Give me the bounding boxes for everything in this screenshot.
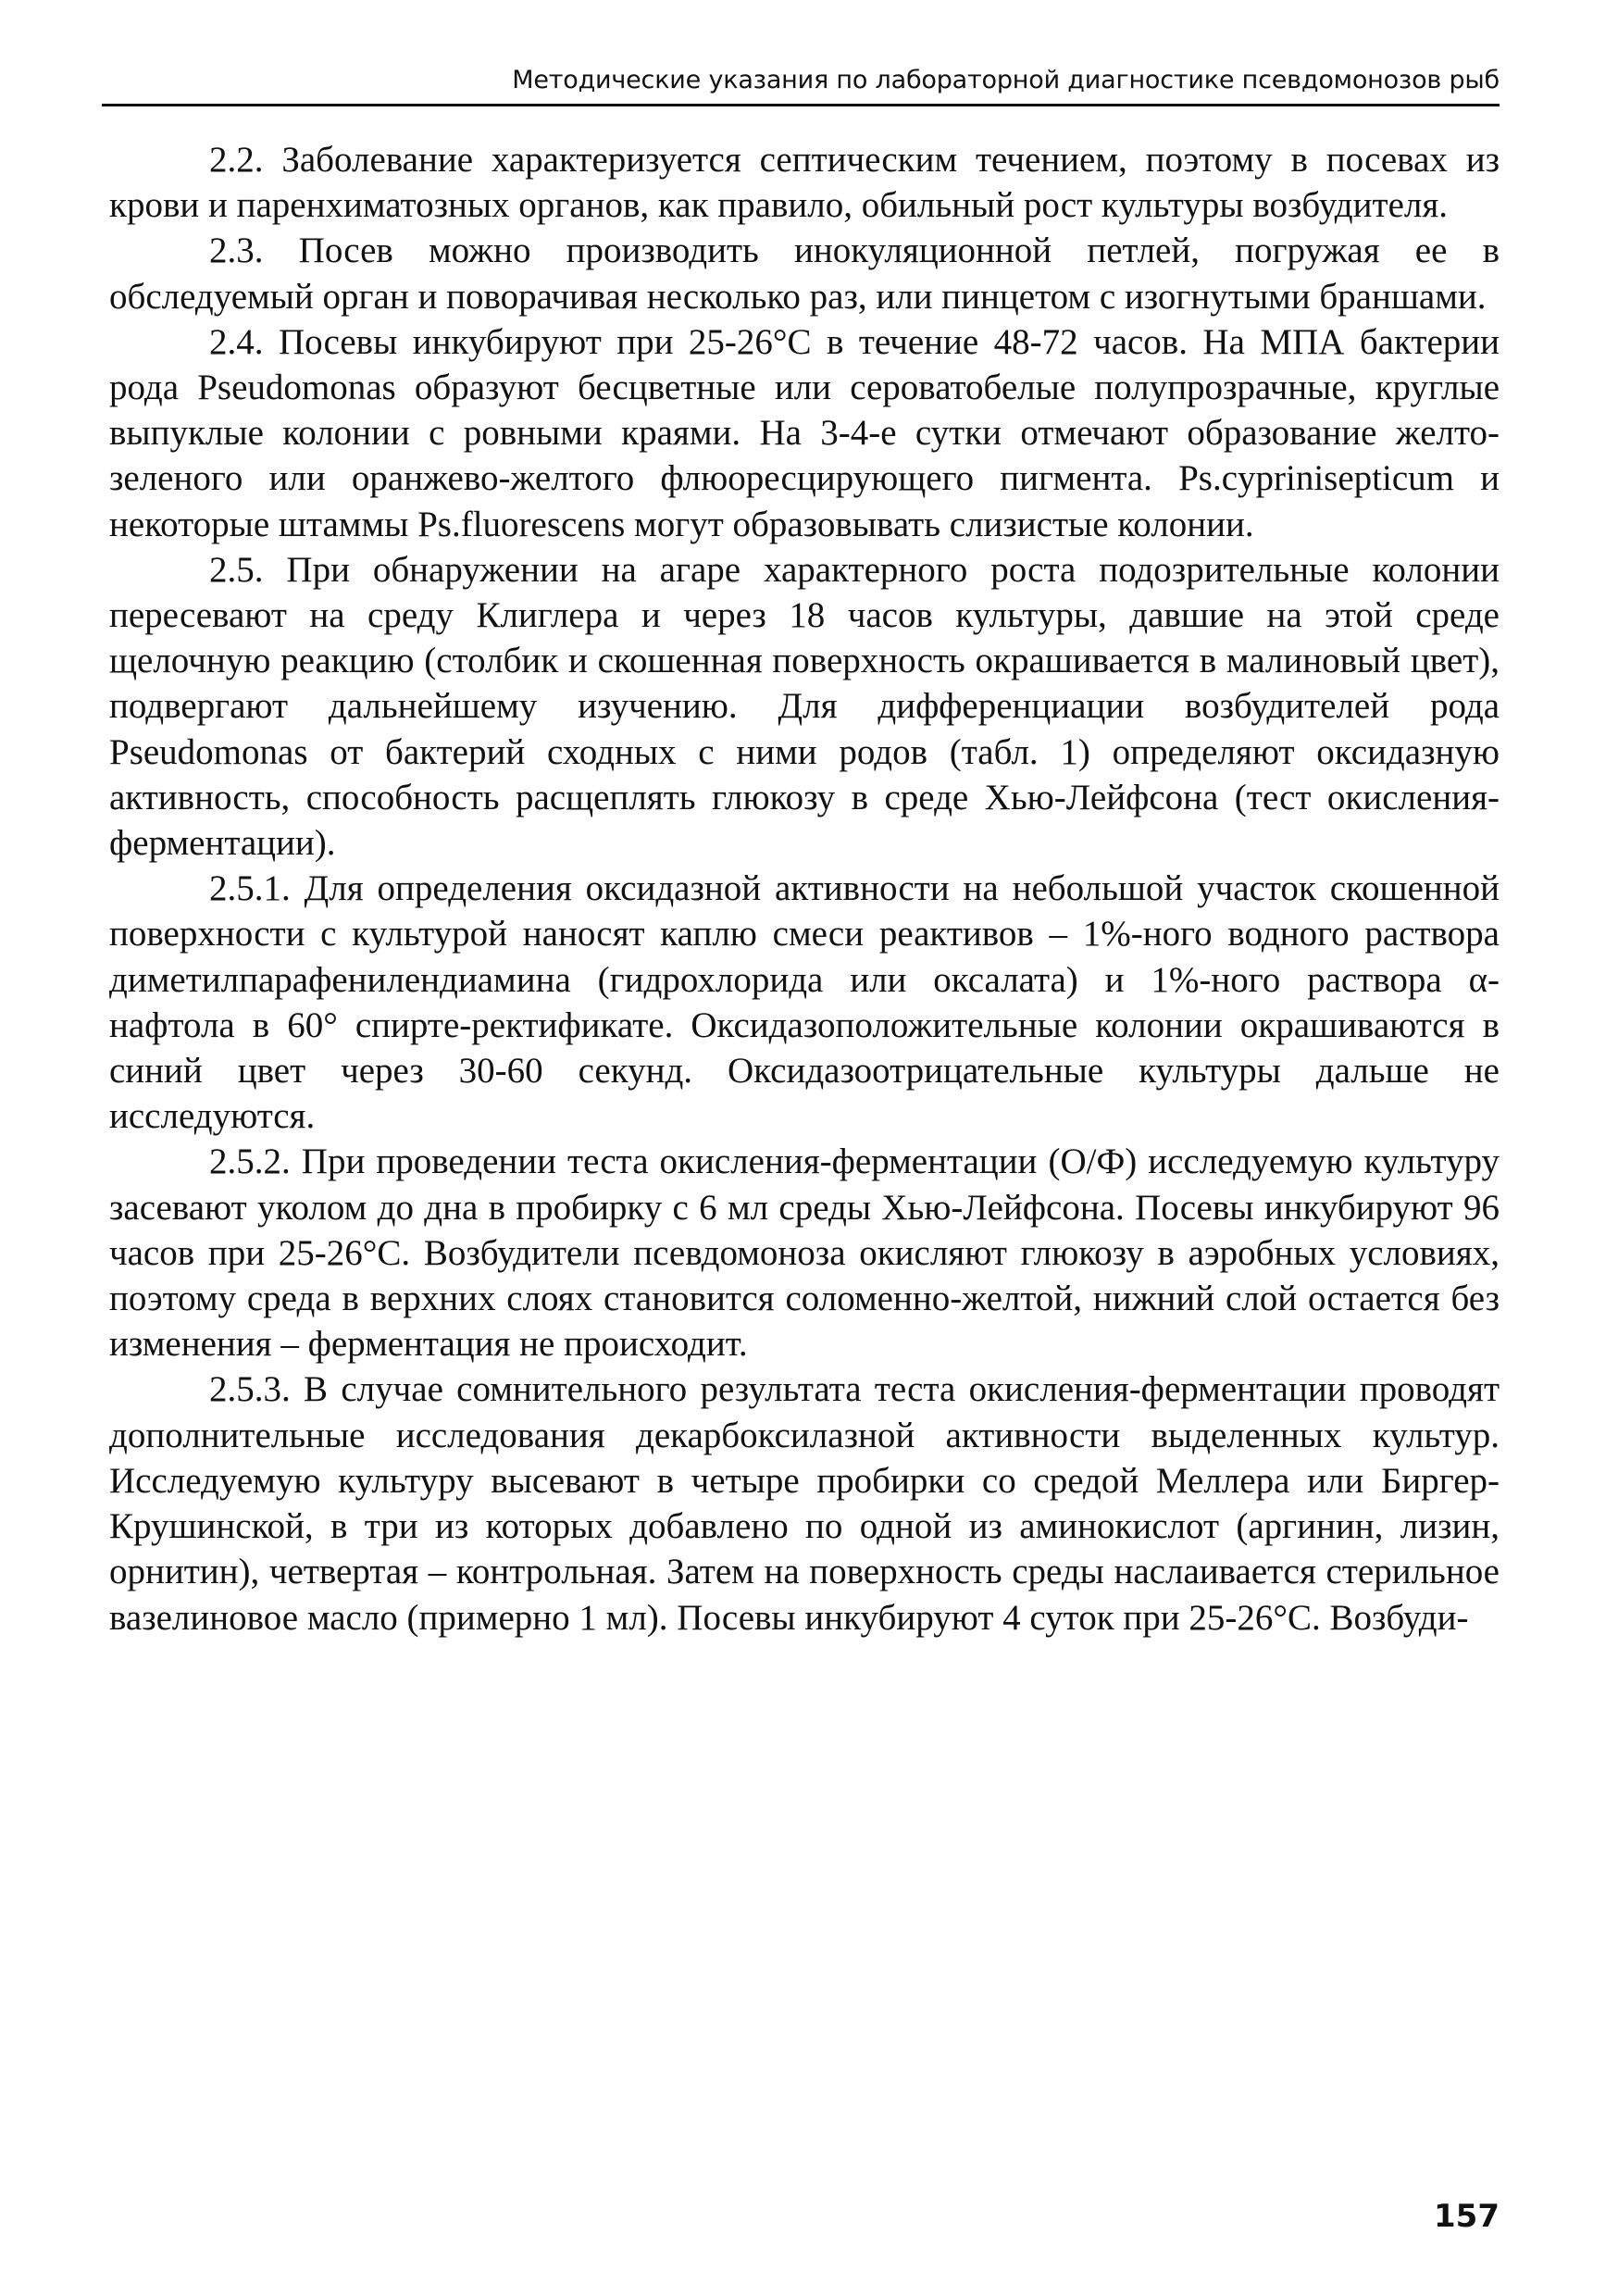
paragraph-2-2: 2.2. Заболевание характеризуется септическим течением, поэтому в посевах из крови и паренхиматозных органов, как правило, обильный рост культуры возбудителя. [109, 140, 1500, 226]
running-header-title: Методические указания по лабораторной диагностике псевдомонозов рыб [512, 66, 1500, 94]
paragraph-2-4: 2.4. Посевы инкубируют при 25-26°С в течение 48-72 часов. На МПА бактерии рода Pseudomonas образуют бесцветные или сероватобелые полупрозрачные, круглые выпуклые колонии с ровными краями. На 3-4-е сутки отмечают образование желто-зеленого или оранжево-желтого флюоресцирующего пигмента. Ps.cyprinisepticum и некоторые штаммы Ps.fluorescens могут образовывать слизистые колонии. [109, 321, 1500, 544]
paragraph-2-5-1: 2.5.1. Для определения оксидазной активности на небольшой участок скошенной поверхности с культурой наносят каплю смеси реактивов – 1%-ного водного раствора диметилпарафенилендиамина (гидрохлорида или оксалата) и 1%-ного раствора α-нафтола в 60° спирте-ректификате. Оксидазоположительные колонии окрашиваются в синий цвет через 30-60 секунд. Оксидазоотрицательные культуры дальше не исследуются. [109, 868, 1500, 1137]
paragraph-2-5-2: 2.5.2. При проведении теста окисления-ферментации (О/Ф) исследуемую культуру засевают уколом до дна в пробирку с 6 мл среды Хью-Лейфсона. Посевы инкубируют 96 часов при 25-26°С. Возбудители псевдомоноза окисляют глюкозу в аэробных условиях, поэтому среда в верхних слоях становится соломенно-желтой, нижний слой остается без изменения – ферментация не происходит. [109, 1142, 1500, 1365]
body-text [109, 137, 1500, 1641]
running-header [102, 56, 1500, 106]
paragraph-2-3: 2.3. Посев можно производить инокуляционной петлей, погружая ее в обследуемый орган и поворачивая несколько раз, или пинцетом с изогнутыми браншами. [109, 231, 1500, 317]
paragraph-2-5: 2.5. При обнаружении на агаре характерного роста подозрительные колонии пересевают на среду Клиглера и через 18 часов культуры, давшие на этой среде щелочную реакцию (столбик и скошенная поверхность окрашивается в малиновый цвет), подвергают дальнейшему изучению. Для дифференциации возбудителей рода Pseudomonas от бактерий сходных с ними родов (табл. 1) определяют оксидазную активность, способность расщеплять глюкозу в среде Хью-Лейфсона (тест окисления-ферментации). [109, 549, 1500, 864]
paragraph-2-5-3: 2.5.3. В случае сомнительного результата теста окисления-ферментации проводят дополнительные исследования декарбоксилазной активности выделенных культур. Исследуемую культуру высевают в четыре пробирки со средой Меллера или Биргер-Крушинской, в три из которых добавлено по одной из аминокислот (аргинин, лизин, орнитин), четвертая – контрольная. Затем на поверхность среды наслаивается стерильное вазелиновое масло (примерно 1 мл). Посевы инкубируют 4 суток при 25-26°С. Возбуди- [109, 1369, 1500, 1638]
page-number: 157 [1434, 2198, 1500, 2235]
